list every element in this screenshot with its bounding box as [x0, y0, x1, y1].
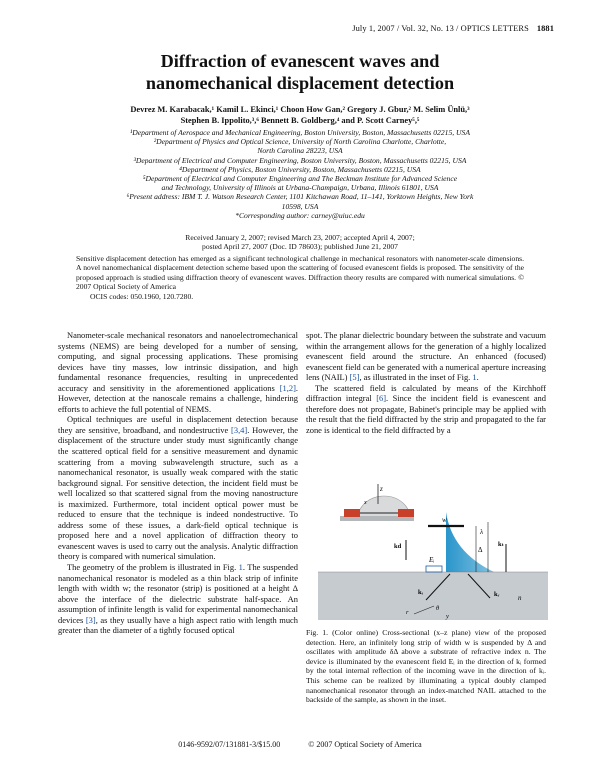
lambda-label: λ	[480, 528, 484, 536]
paragraph	[58, 562, 298, 636]
affiliation-line: ¹Department of Aerospace and Mechanical Engineering, Boston University, Boston, Massachusetts 02215, USA	[130, 128, 470, 137]
received-line: posted April 27, 2007 (Doc. ID 78603); published June 21, 2007	[202, 242, 398, 252]
electrode-left	[344, 509, 360, 517]
figure-1-diagram	[318, 482, 548, 620]
title-line: nanomechanical displacement detection	[145, 73, 455, 93]
evanescent-field	[446, 512, 494, 572]
received-line: Received January 2, 2007; revised March 23, 2007; accepted April 4, 2007;	[185, 233, 415, 242]
figure-caption: Fig. 1. (Color online) Cross-sectional (x–z plane) view of the proposed detection. Here, an infinitely long strip of width w is suspended by Δ and oscillates with amplitude δΔ above a substrate of refractive index n. The device is illuminated by the evanescent field Eᵢ in the direction of kᵢ formed by the total internal reflection of the incoming wave in the direction of kᵢ. This scheme can be realized by illuminating a typical doubly clamped nanomechanical resonator through an index-matched NAIL attached to the backside of the sample, as shown in the inset.	[306, 628, 546, 705]
ocis-codes: OCIS codes: 050.1960, 120.7280.	[90, 291, 194, 301]
affiliations	[56, 128, 544, 220]
substrate	[318, 572, 548, 620]
field-box	[426, 566, 442, 572]
affiliation-line: ⁶Present address: IBM T. J. Watson Research Center, 1101 Kitchawan Road, 11–141, Yorktown Heights, New York	[126, 192, 474, 202]
paragraph	[58, 414, 298, 562]
author-line: Devrez M. Karabacak,¹ Kamil L. Ekinci,¹ Choon How Gan,² Gregory J. Gbur,² M. Selim Ünlü,³	[130, 105, 470, 114]
corresponding-author: *Corresponding author: carney@uiuc.edu	[235, 210, 365, 220]
author-line: Stephen B. Ippolito,³,⁶ Bennett B. Goldberg,⁴ and P. Scott Carney⁵,⁵	[180, 116, 420, 126]
kr-label: kᵣ	[494, 591, 500, 598]
citation-link[interactable]: [1,2]	[279, 382, 296, 393]
received-dates	[56, 233, 544, 251]
footer-copyright: © 2007 Optical Society of America	[308, 740, 422, 749]
body-column-left	[58, 330, 298, 636]
citation-link[interactable]: [3]	[85, 614, 96, 625]
text-run: , as illustrated in the inset of Fig.	[359, 372, 473, 383]
abstract	[76, 254, 524, 301]
field-label: Eᵢ	[429, 556, 435, 564]
index-label: n	[518, 594, 522, 602]
page-footer	[0, 740, 600, 749]
paper-title	[0, 50, 600, 94]
affiliation-line: ³Department of Electrical and Computer Engineering, Boston University, Boston, Massachusetts 02215, USA	[133, 155, 467, 165]
electrode-right	[398, 509, 414, 517]
text-run: Nanometer-scale mechanical resonators and nanoelectromechanical systems (NEMS) are being developed for a number of sensing, computing, and signal processing applications. These promising devices have tiny masses, low intrinsic dissipation, and high fundamental resonance frequencies, resulting in unprecedented accuracy and sensitivity in the aforementioned applications	[58, 330, 298, 393]
affiliation-line: 10598, USA	[281, 201, 319, 211]
text-run: . However, the displacement of the structure under study must significantly change the scattered optical field for a sensitive measurement and dynamic scattering from a moving subwavelength structure, such as a nanomechanical resonator, is usually weak compared with the static background signal. For sensitive detection, the incident field must be well localized so that scattered signal from the moving nanostructure is maximized. Furthermore, total incident optical power must be reduced to ensure that the technique is indeed nondestructive. To address some of these issues, a dark-field optical technique is proposed here and a novel application of diffraction theory to evanescent waves is used to carry out the analysis. Analytic diffraction theory is compared with numerical simulation.	[58, 424, 298, 562]
title-line: Diffraction of evanescent waves and	[160, 51, 440, 71]
paragraph	[306, 330, 546, 383]
paragraph	[306, 383, 546, 436]
kd-label: kd	[394, 543, 402, 550]
affiliation-line: North Carolina 28223, USA	[257, 146, 343, 156]
text-run: .	[476, 372, 479, 383]
text-run: Optical techniques are useful in displacement detection because they are sensitive, broadband, and nondestructive	[58, 414, 298, 435]
z-axis-label: z	[380, 485, 383, 493]
r-label: r	[406, 609, 409, 616]
affiliation-line: and Technology, University of Illinois at Urbana-Champaign, Urbana, Illinois 61801, USA	[161, 183, 439, 193]
author-list	[40, 104, 560, 126]
text-run: The geometry of the problem is illustrated in Fig.	[67, 562, 239, 573]
footer-issn: 0146-9592/07/131881-3/$15.00	[178, 740, 281, 749]
figure-link[interactable]: 1	[472, 372, 477, 383]
text-run: spot. The planar dielectric boundary between the substrate and vacuum within the arrangement allows for the generation of a highly localized evanescent field around the structure. An enhanced (focused) evanescent field can be generated with a numerical aperture increasing lens (NAIL)	[306, 330, 546, 383]
affiliation-line: ⁴Department of Physics, Boston University, Boston, Massachusetts 02215, USA	[179, 164, 421, 174]
ki-label: kᵢ	[418, 589, 423, 596]
citation-link[interactable]: [3,4]	[231, 424, 248, 435]
figure-link[interactable]: 1	[238, 562, 243, 573]
y-axis-label: y	[446, 613, 449, 620]
text-run: . Since the incident field is evanescent and therefore does not propagate, Babinet's principle may be applied with the result that the field diffracted by the strip and propagated to the far zone is identical to the field diffracted by a	[306, 393, 546, 435]
text-run: , as they usually have a high aspect ratio with length much greater than the diameter of a tightly focused optical	[58, 614, 298, 636]
page-number: 1881	[536, 24, 554, 33]
journal-info: July 1, 2007 / Vol. 32, No. 13 / OPTICS LETTERS	[352, 24, 529, 33]
x-axis-label: x	[364, 500, 367, 506]
body-column-right	[306, 330, 546, 435]
text-run: . However, detection at the nanoscale remains a challenge, hindering efforts to achieve the full potential of NEMS.	[58, 382, 298, 414]
text-run: . The suspended nanomechanical resonator is modeled as a thin black strip of infinite length with width w; the resonator (strip) is positioned at a height Δ above the interface of the dielectric substrate half-space. An assumption of infinite length is valid for experimental nanomechanical devices	[58, 562, 298, 625]
kt-label: kₜ	[498, 541, 505, 548]
affiliation-line: ⁵Department of Electrical and Computer Engineering and The Beckman Institute for Advanced Science	[142, 174, 458, 184]
affiliation-line: ²Department of Physics and Optical Science, University of North Carolina Charlotte, Charlotte,	[153, 137, 447, 147]
width-label: w	[442, 516, 447, 524]
running-header	[352, 24, 554, 33]
citation-link[interactable]: [5]	[349, 372, 360, 383]
delta-label: Δ	[478, 546, 483, 554]
citation-link[interactable]: [6]	[376, 393, 387, 404]
theta-label: θ	[436, 605, 440, 612]
text-run: The scattered field is calculated by means of the Kirchhoff diffraction integral	[306, 382, 546, 404]
paragraph	[58, 330, 298, 414]
abstract-text: Sensitive displacement detection has emerged as a significant technological challenge in mechanical resonators with nanometer-scale dimensions. A novel nanomechanical displacement detection scheme based upon the scattering of focused evanescent fields is proposed. The sensitivity of the proposed approach is studied using diffraction theory of evanescent waves. Diffraction theory results are compared with numerical simulations. © 2007 Optical Society of America	[76, 254, 524, 292]
